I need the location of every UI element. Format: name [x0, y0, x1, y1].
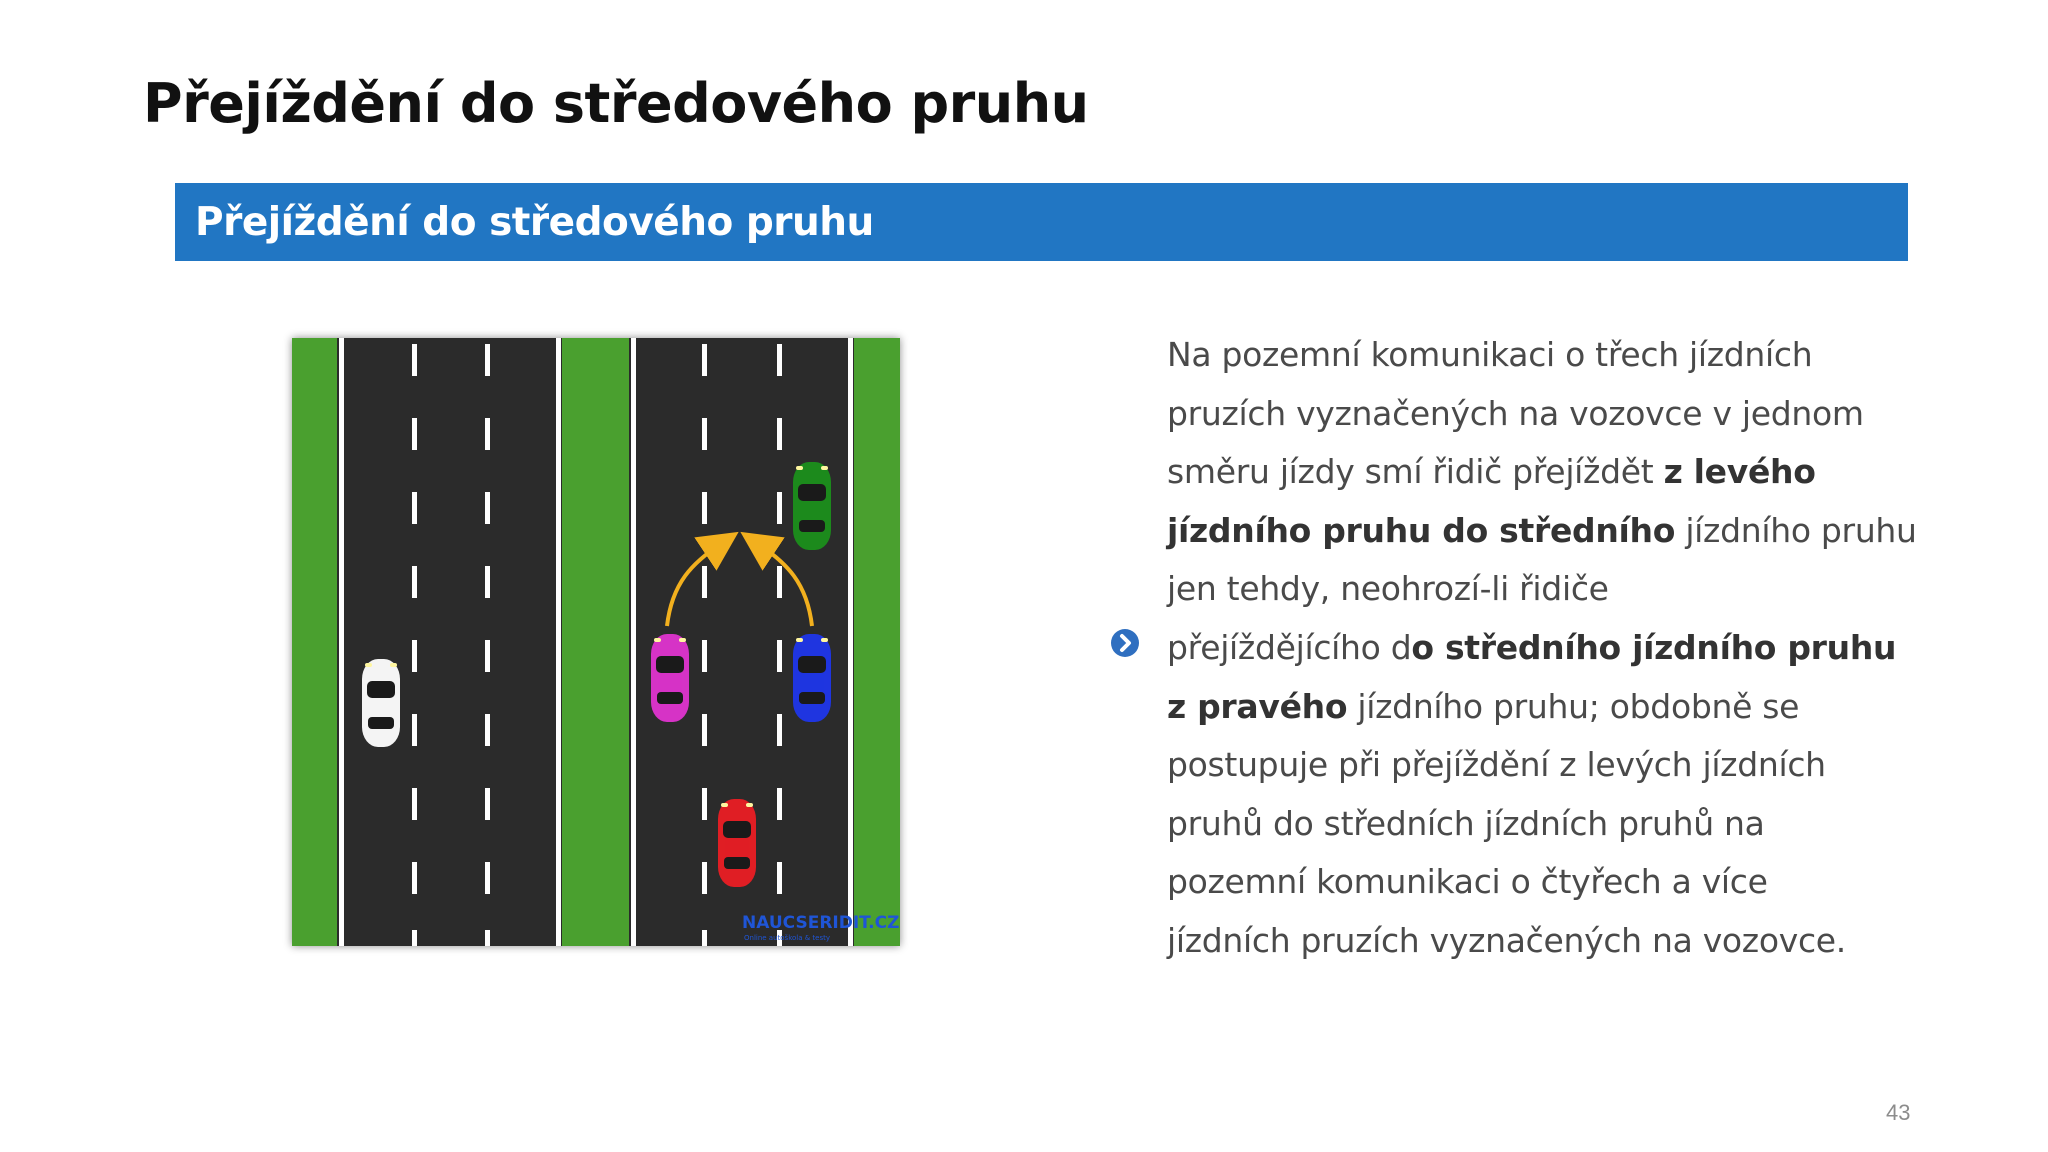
chevron-right-circle-icon: [1110, 628, 1140, 658]
text-line: jízdních pruzích vyznačených na vozovce.: [1167, 920, 1846, 960]
text-line: jen tehdy, neohrozí-li řidiče: [1167, 569, 1609, 609]
left-carriageway: [337, 338, 562, 946]
car-white: [362, 659, 400, 747]
watermark-logo: NAUCSERIDIT.CZ: [742, 913, 900, 933]
text-line: postupuje při přejíždění z levých jízdních: [1167, 745, 1826, 785]
car-green: [793, 462, 831, 550]
section-banner: [175, 183, 1908, 261]
text-line: pruzích vyznačených na vozovce v jednom: [1167, 393, 1864, 433]
car-blue: [793, 634, 831, 722]
slide-title: Přejíždění do středového pruhu: [143, 72, 1089, 135]
car-red: [718, 799, 756, 887]
banner-title: Přejíždění do středového pruhu: [195, 200, 874, 245]
watermark-sub: Online autoškola & testy: [744, 934, 831, 942]
text-line: přejíždějícího do středního jízdního pruhu: [1167, 627, 1897, 667]
page-number: 43: [1886, 1100, 1911, 1125]
text-line: pozemní komunikaci o čtyřech a více: [1167, 862, 1768, 902]
text-line: Na pozemní komunikaci o třech jízdních: [1167, 335, 1813, 374]
body-text: [1167, 326, 1927, 971]
car-magenta: [651, 634, 689, 722]
text-line: pruhů do středních jízdních pruhů na: [1167, 803, 1765, 843]
text-line: směru jízdy smí řidič přejíždět z levého: [1167, 452, 1816, 492]
text-line: jízdního pruhu do středního jízdního pruhu: [1167, 510, 1917, 550]
road-illustration: [292, 338, 900, 946]
text-line: z pravého jízdního pruhu; obdobně se: [1167, 686, 1800, 726]
